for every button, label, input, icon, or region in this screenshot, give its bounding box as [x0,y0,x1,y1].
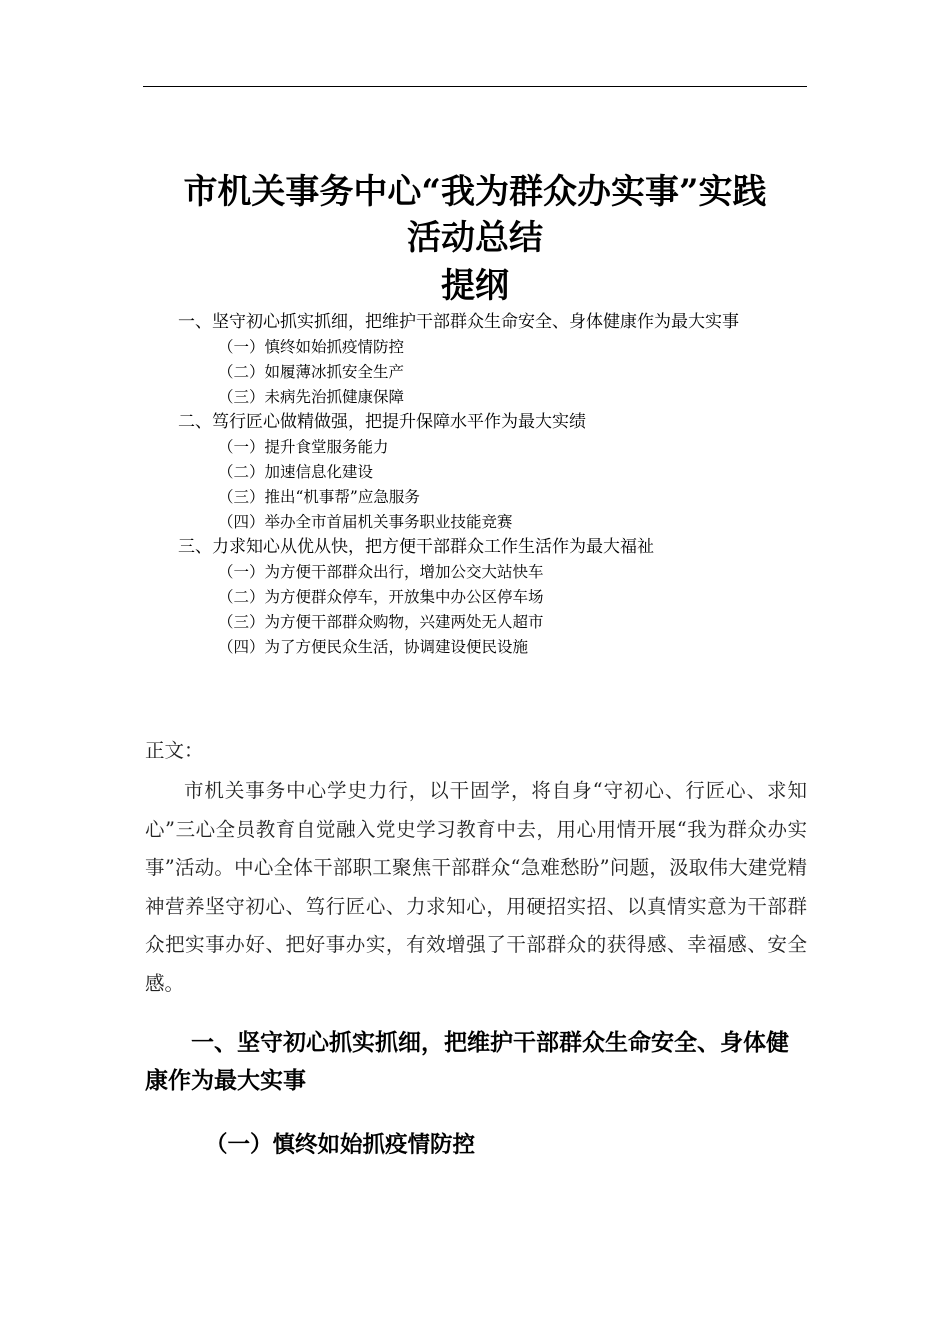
body-paragraph: 市机关事务中心学史力行，以干固学，将自身“守初心、行匠心、求知心”三心全员教育自觉融入党史学习教育中去，用心用情开展“我为群众办实事”活动。中心全体干部职工聚焦干部群众“急难愁盼”问题，汲取伟大建党精神营养坚守初心、笃行匠心、力求知心，用硬招实招、以真情实意为干部群众把实事办好、把好事办实，有效增强了干部群众的获得感、幸福感、安全感。 [145,779,807,995]
document-title-line-2: 活动总结 [407,218,543,258]
outline-item: （四）为了方便民众生活，协调建设便民设施 [218,638,529,656]
outline-item: （三）未病先治抓健康保障 [218,388,405,406]
outline-item: （三）为方便干部群众购物，兴建两处无人超市 [218,613,544,631]
header-rule [143,86,807,87]
outline-item: （四）举办全市首届机关事务职业技能竞赛 [218,513,513,531]
document-title-line-1: 市机关事务中心“我为群众办实事”实践 [183,172,767,212]
outline-item: （二）为方便群众停车，开放集中办公区停车场 [218,588,544,606]
outline-heading-3: 三、力求知心从优从快，把方便干部群众工作生活作为最大福祉 [178,537,654,557]
outline-heading-2: 二、笃行匠心做精做强，把提升保障水平作为最大实绩 [178,412,586,432]
section-heading: 一、坚守初心抓实抓细，把维护干部群众生命安全、身体健康作为最大实事 [145,1030,789,1094]
body-label: 正文： [145,739,204,762]
subsection-heading: （一）慎终如始抓疫情防控 [205,1132,476,1158]
outline-item: （一）提升食堂服务能力 [218,438,389,456]
outline-heading-1: 一、坚守初心抓实抓细，把维护干部群众生命安全、身体健康作为最大实事 [178,312,739,332]
outline-title: 提纲 [441,266,509,306]
outline [178,310,810,660]
outline-item: （一）慎终如始抓疫情防控 [218,338,405,356]
outline-item: （三）推出“机事帮”应急服务 [218,488,420,506]
outline-item: （二）加速信息化建设 [218,463,374,481]
outline-item: （一）为方便干部群众出行，增加公交大站快车 [218,563,544,581]
outline-item: （二）如履薄冰抓安全生产 [218,363,405,381]
